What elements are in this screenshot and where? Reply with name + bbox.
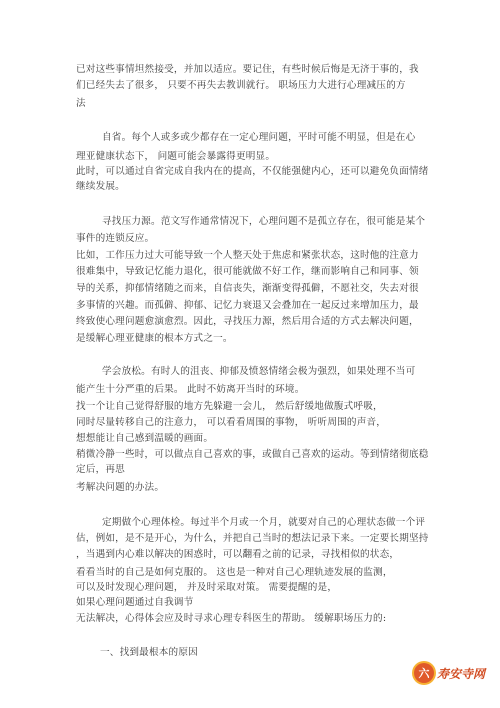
text-line: 是缓解心理亚健康的根本方式之一。 [76, 333, 233, 344]
text-line: 想想能让自己感到温暖的画面。 [76, 433, 214, 444]
text-line: 定期做个心理体检。每过半个月或一个月，就要对自己的心理状态做一个评 [102, 517, 426, 528]
text-line: 导的关系，抑郁情绪随之而来，自信丧失，渐渐变得孤僻，不愿社交，失去对很 [76, 283, 419, 294]
text-line: 无法解决，心得体会应及时寻求心理专科医生的帮助。 缓解职场压力的: [76, 613, 387, 624]
text-line: 定后，再思 [76, 464, 125, 475]
text-line: 继续发展。 [76, 181, 125, 192]
text-line: 同时尽量转移自己的注意力， 可以看看周围的事物， 听听周围的声音， [76, 417, 387, 428]
text-line: 终致使心理问题愈演愈烈。因此，寻找压力源，然后用合适的方式去解决问题， [76, 316, 419, 327]
text-line: 估，例如，是不是开心，为什么，并把自己当时的想法记录下来。一定要长期坚持 [76, 533, 429, 544]
text-line: 可以及时发现心理问题， 并及时采取对策。 需要提醒的是， [76, 582, 338, 593]
text-line: 已对这些事情坦然接受，并加以适应。要记住，有些时候后悔是无济于事的，我 [76, 64, 419, 75]
text-line: 如果心理问题通过自我调节 [76, 597, 194, 608]
text-line: ，当遇到内心难以解决的困惑时，可以翻看之前的记录，寻找相似的状态， [76, 549, 400, 560]
text-line: 找一个让自己觉得舒服的地方先躲避一会儿， 然后舒缓地做腹式呼吸， [76, 401, 383, 412]
text-line: 学会放松。有时人的沮丧、抑郁及愤怒情绪会极为强烈，如果处理不当可 [102, 366, 416, 377]
text-line: 多事情的兴趣。而孤僻、抑郁、记忆力衰退又会叠加在一起反过来增加压力，最 [76, 300, 419, 311]
site-logo [414, 660, 494, 686]
text-line: 稍微冷静一些时，可以做点自己喜欢的事，或做自己喜欢的运动。等到情绪彻底稳 [76, 449, 429, 460]
text-line: 很难集中，导致记忆能力退化，很可能就做不好工作，继而影响自己和同事、领 [76, 266, 419, 277]
logo-text: 寿安寺网 [437, 666, 486, 681]
text-line: 比如，工作压力过大可能导致一个人整天处于焦虑和紧张状态，这时他的注意力 [76, 250, 419, 261]
section-heading: 一、找到最根本的原因 [100, 647, 198, 658]
text-line: 能产生十分严重的后果。 此时不妨离开当时的环境。 [76, 384, 305, 395]
text-line: 们已经失去了很多， 只要不再失去教训就行。 职场压力大进行心理减压的方 [76, 80, 406, 91]
text-line: 看看当时的自己是如何克服的。 这也是一种对自己心理轨迹发展的监测， [76, 567, 393, 578]
text-line: 考解决问题的办法。 [76, 482, 165, 493]
text-line: 事件的连锁反应。 [76, 233, 155, 244]
logo-badge-icon: 六 [414, 663, 434, 683]
text-line: 寻找压力源。范文写作通常情况下，心理问题不是孤立存在，很可能是某个 [102, 216, 426, 227]
text-line: 理亚健康状态下， 问题可能会暴露得更明显。 [76, 151, 276, 162]
text-line: 法 [76, 98, 86, 109]
text-line: 此时，可以通过自省完成自我内在的提高，不仅能强健内心，还可以避免负面情绪 [76, 166, 429, 177]
text-line: 自省。每个人或多或少都存在一定心理问题，平时可能不明显，但是在心 [102, 132, 416, 143]
